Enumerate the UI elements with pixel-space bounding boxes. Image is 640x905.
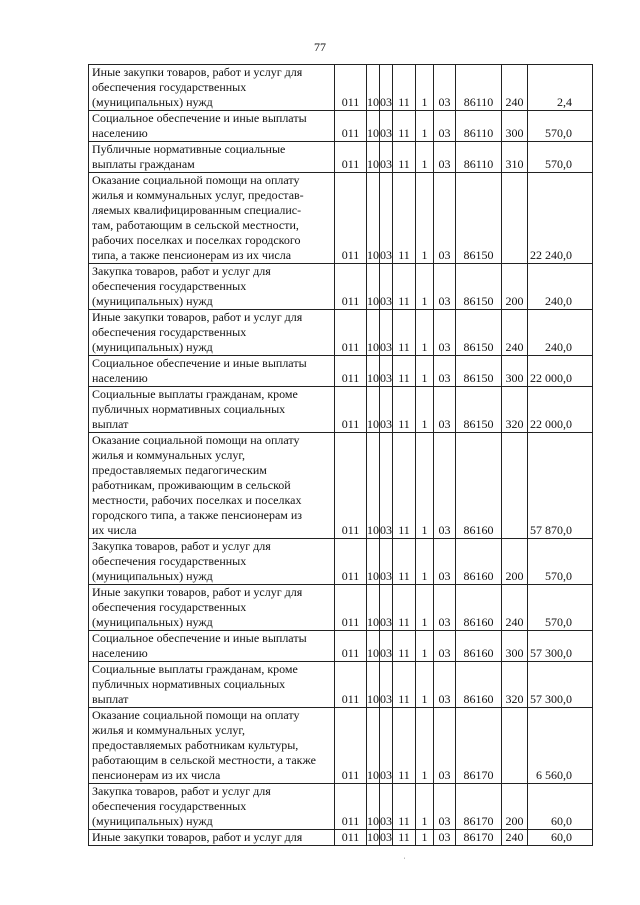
table-row — [89, 142, 593, 173]
subsection-code: 03 — [380, 708, 393, 784]
direction-code: 86110 — [456, 142, 502, 173]
direction-code: 86160 — [456, 585, 502, 631]
ved-code: 011 — [335, 142, 367, 173]
event-code: 03 — [434, 387, 456, 433]
section-code: 10 — [367, 387, 380, 433]
subprogram-code: 1 — [416, 111, 434, 142]
direction-code: 86160 — [456, 662, 502, 708]
event-code: 03 — [434, 310, 456, 356]
event-code: 03 — [434, 539, 456, 585]
expense-type-code: 200 — [502, 784, 528, 830]
event-code: 03 — [434, 65, 456, 111]
subsection-code: 03 — [380, 433, 393, 539]
subprogram-code: 1 — [416, 585, 434, 631]
program-code: 11 — [393, 585, 416, 631]
direction-code: 86150 — [456, 310, 502, 356]
subsection-code: 03 — [380, 830, 392, 844]
expense-type-code — [502, 433, 528, 539]
table-row — [89, 433, 593, 539]
table-row — [89, 539, 593, 585]
table-row — [89, 830, 593, 846]
subprogram-code: 1 — [416, 310, 434, 356]
subsection-code: 03 — [380, 784, 393, 830]
amount: 57 870,0 — [528, 433, 593, 539]
ved-code: 011 — [335, 264, 367, 310]
amount: 570,0 — [528, 142, 593, 173]
subprogram-code: 1 — [416, 433, 434, 539]
direction-code: 86110 — [456, 65, 502, 111]
amount: 22 000,0 — [528, 387, 593, 433]
program-code: 11 — [393, 631, 416, 662]
section-code: 10 — [367, 433, 380, 539]
expense-type-code: 300 — [502, 111, 528, 142]
section-code: 10 — [367, 310, 380, 356]
section-code: 10 — [367, 65, 380, 111]
section-code: 10 — [367, 585, 380, 631]
ved-code: 011 — [335, 310, 367, 356]
table-row — [89, 784, 593, 830]
expense-type-code: 240 — [502, 310, 528, 356]
program-code: 11 — [393, 784, 416, 830]
row-name: Иные закупки товаров, работ и услуг для обеспечения государственных (муниципальных) нужд — [89, 310, 335, 356]
expense-type-code: 240 — [502, 65, 528, 111]
expense-type-code — [502, 173, 528, 264]
ved-code: 011 — [335, 708, 367, 784]
ved-code: 011 — [335, 662, 367, 708]
row-name: Социальные выплаты гражданам, кроме публичных нормативных социальных выплат — [89, 662, 335, 708]
subprogram-code: 1 — [416, 387, 434, 433]
ved-code: 011 — [335, 433, 367, 539]
section-code: 10 — [367, 356, 380, 387]
scan-mark: ˈ — [403, 856, 406, 866]
table-row — [89, 173, 593, 264]
row-name: Закупка товаров, работ и услуг для обеспечения государственных (муниципальных) нужд — [89, 539, 335, 585]
row-name: Оказание социальной помощи на оплату жилья и коммунальных услуг, предоставляемых педагогическим работникам, проживающим в сельской местности, рабочих поселках и поселках городского типа, а также пенсионерам из их числа — [89, 433, 335, 539]
expense-type-code: 240 — [502, 830, 528, 846]
subprogram-code: 1 — [416, 356, 434, 387]
expense-type-code: 300 — [502, 356, 528, 387]
subsection-code: 03 — [380, 585, 393, 631]
direction-code: 86160 — [456, 433, 502, 539]
ved-code: 011 — [335, 539, 367, 585]
subsection-code: 03 — [380, 65, 393, 111]
section-code: 10 — [367, 631, 380, 662]
subsection-code: 03 — [380, 539, 393, 585]
subsection-code: 03 — [380, 173, 393, 264]
event-code: 03 — [434, 631, 456, 662]
section-code: 10 — [367, 264, 380, 310]
program-code: 11 — [393, 111, 416, 142]
program-code: 11 — [393, 433, 416, 539]
amount: 6 560,0 — [528, 708, 593, 784]
table-row — [89, 310, 593, 356]
expense-type-code — [502, 708, 528, 784]
section-code: 10 — [367, 662, 380, 708]
table-row — [89, 65, 593, 111]
table-row — [89, 111, 593, 142]
program-code: 11 — [393, 387, 416, 433]
budget-table-body — [89, 65, 593, 846]
subprogram-code: 1 — [416, 539, 434, 585]
row-name: Социальное обеспечение и иные выплаты населению — [89, 631, 335, 662]
subprogram-code: 1 — [416, 65, 434, 111]
section-code: 10 — [367, 708, 380, 784]
amount: 57 300,0 — [528, 631, 593, 662]
program-code: 11 — [393, 264, 416, 310]
direction-code: 86170 — [456, 830, 502, 846]
budget-table — [88, 64, 593, 846]
row-name: Социальные выплаты гражданам, кроме публичных нормативных социальных выплат — [89, 387, 335, 433]
subsection-code: 03 — [380, 356, 393, 387]
row-name: Публичные нормативные социальные выплаты гражданам — [89, 142, 335, 173]
amount: 57 300,0 — [528, 662, 593, 708]
row-name: Социальное обеспечение и иные выплаты населению — [89, 356, 335, 387]
table-row — [89, 631, 593, 662]
expense-type-code: 310 — [502, 142, 528, 173]
direction-code: 86170 — [456, 784, 502, 830]
subsection-code: 03 — [380, 310, 393, 356]
event-code: 03 — [434, 830, 456, 846]
amount: 22 240,0 — [528, 173, 593, 264]
table-row — [89, 356, 593, 387]
amount: 22 000,0 — [528, 356, 593, 387]
table-row — [89, 662, 593, 708]
row-name: Закупка товаров, работ и услуг для обеспечения государственных (муниципальных) нужд — [89, 784, 335, 830]
section-code: 10 — [367, 539, 380, 585]
subsection-code: 03 — [380, 142, 393, 173]
event-code: 03 — [434, 708, 456, 784]
program-code: 11 — [393, 65, 416, 111]
amount: 570,0 — [528, 111, 593, 142]
program-code: 11 — [393, 356, 416, 387]
ved-code: 011 — [335, 585, 367, 631]
table-row — [89, 387, 593, 433]
subprogram-code: 1 — [416, 631, 434, 662]
program-code: 11 — [393, 539, 416, 585]
row-name: Оказание социальной помощи на оплату жилья и коммунальных услуг, предоставляемых работникам культуры, работающим в сельской местности, а также пенсионерам из их числа — [89, 708, 335, 784]
amount: 240,0 — [528, 264, 593, 310]
amount: 570,0 — [528, 539, 593, 585]
program-code: 11 — [393, 830, 416, 846]
section-code: 10 — [367, 784, 380, 830]
amount: 60,0 — [528, 784, 593, 830]
event-code: 03 — [434, 264, 456, 310]
expense-type-code: 200 — [502, 539, 528, 585]
ved-code: 011 — [335, 784, 367, 830]
direction-code: 86160 — [456, 631, 502, 662]
amount: 2,4 — [528, 65, 593, 111]
subprogram-code: 1 — [416, 142, 434, 173]
section-code: 10 — [367, 111, 380, 142]
direction-code: 86110 — [456, 111, 502, 142]
ved-code: 011 — [335, 356, 367, 387]
subsection-code: 03 — [380, 631, 393, 662]
subsection-code: 03 — [380, 662, 393, 708]
direction-code: 86170 — [456, 708, 502, 784]
page-number: 77 — [314, 40, 326, 54]
event-code: 03 — [434, 662, 456, 708]
event-code: 03 — [434, 111, 456, 142]
direction-code: 86150 — [456, 173, 502, 264]
direction-code: 86150 — [456, 264, 502, 310]
ved-code: 011 — [335, 631, 367, 662]
event-code: 03 — [434, 585, 456, 631]
row-name: Оказание социальной помощи на оплату жилья и коммунальных услуг, предостав- ляемых квалифицированным специалис- там, работающим в сельской местности, рабочих поселках и поселках городского типа, а также пенсионерам из их числа — [89, 173, 335, 264]
subsection-code: 03 — [380, 264, 393, 310]
ved-code: 011 — [335, 387, 367, 433]
amount: 60,0 — [528, 830, 593, 846]
section-code: 10 — [367, 830, 379, 844]
ved-code: 011 — [335, 111, 367, 142]
ved-code: 011 — [335, 830, 367, 846]
row-name: Иные закупки товаров, работ и услуг для обеспечения государственных (муниципальных) нужд — [89, 65, 335, 111]
table-row — [89, 708, 593, 784]
subprogram-code: 1 — [416, 784, 434, 830]
ved-code: 011 — [335, 65, 367, 111]
expense-type-code: 200 — [502, 264, 528, 310]
row-name: Социальное обеспечение и иные выплаты населению — [89, 111, 335, 142]
subprogram-code: 1 — [416, 173, 434, 264]
program-code: 11 — [393, 662, 416, 708]
event-code: 03 — [434, 356, 456, 387]
row-name: Иные закупки товаров, работ и услуг для обеспечения государственных (муниципальных) нужд — [89, 585, 335, 631]
section-code: 10 — [367, 142, 380, 173]
subprogram-code: 1 — [416, 830, 434, 846]
row-name: Иные закупки товаров, работ и услуг для — [89, 830, 335, 846]
ved-code: 011 — [335, 173, 367, 264]
direction-code: 86150 — [456, 387, 502, 433]
amount: 240,0 — [528, 310, 593, 356]
event-code: 03 — [434, 433, 456, 539]
subprogram-code: 1 — [416, 264, 434, 310]
program-code: 11 — [393, 310, 416, 356]
subsection-code: 03 — [380, 387, 393, 433]
direction-code: 86150 — [456, 356, 502, 387]
event-code: 03 — [434, 142, 456, 173]
subprogram-code: 1 — [416, 708, 434, 784]
expense-type-code: 300 — [502, 631, 528, 662]
expense-type-code: 240 — [502, 585, 528, 631]
amount: 570,0 — [528, 585, 593, 631]
event-code: 03 — [434, 173, 456, 264]
subsection-code: 03 — [380, 111, 393, 142]
section-code: 10 — [367, 173, 380, 264]
row-name: Закупка товаров, работ и услуг для обеспечения государственных (муниципальных) нужд — [89, 264, 335, 310]
table-row — [89, 264, 593, 310]
event-code: 03 — [434, 784, 456, 830]
program-code: 11 — [393, 708, 416, 784]
table-row — [89, 585, 593, 631]
expense-type-code: 320 — [502, 662, 528, 708]
program-code: 11 — [393, 142, 416, 173]
direction-code: 86160 — [456, 539, 502, 585]
program-code: 11 — [393, 173, 416, 264]
subprogram-code: 1 — [416, 662, 434, 708]
expense-type-code: 320 — [502, 387, 528, 433]
